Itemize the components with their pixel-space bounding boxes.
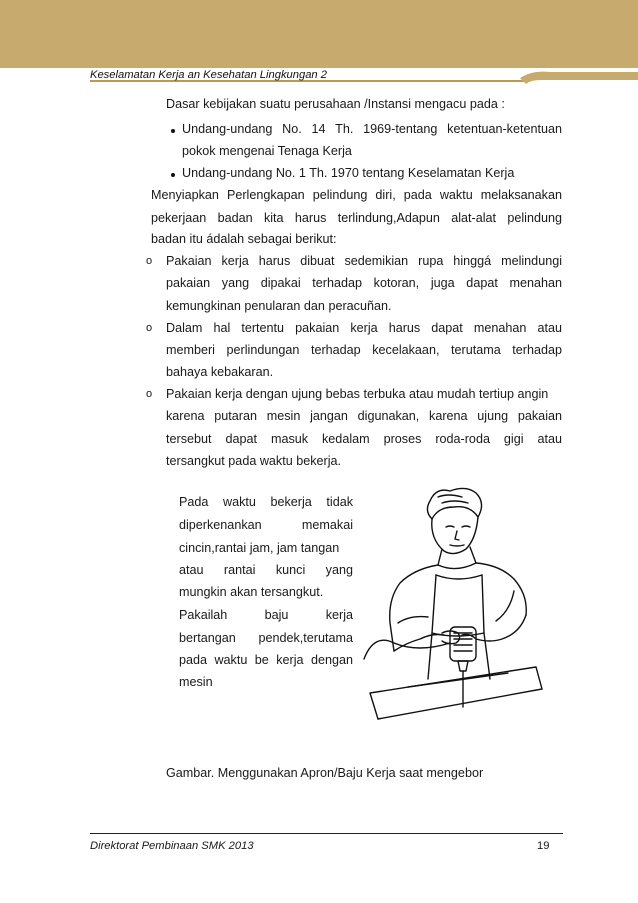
note-1-line-4: atau rantai kunci yang [179,563,353,577]
worker-drilling-illustration [358,483,546,723]
list-item-2-line-1: Dalam hal tertentu pakaian kerja harus dapat menahan atau [166,321,562,335]
bullet-dot [171,173,175,177]
circle-bullet-icon: o [146,255,153,267]
note-1-line-2: diperkenankan memakai [179,518,353,532]
note-2-line-3: pada waktu be kerja dengan [179,653,353,667]
note-1-line-5: mungkin akan tersangkut. [179,585,324,599]
list-item-2-line-3: bahaya kebakaran. [166,365,274,379]
note-2-line-2: bertangan pendek,terutama [179,631,353,645]
list-item-2-line-2: memberi perlindungan terhadap kecelakaan, terutama terhadap [166,343,562,357]
circle-bullet-icon: o [146,388,153,400]
figure-caption: Gambar. Menggunakan Apron/Baju Kerja saat mengebor [166,766,484,780]
note-2-line-1: Pakailah baju kerja [179,608,353,622]
list-item-3-line-2: karena putaran mesin jangan digunakan, karena ujung pakaian [166,409,562,423]
list-item-3-line-4: tersangkut pada waktu bekerja. [166,454,342,468]
paragraph-line-2: pekerjaan badan kita harus terlindung,Adapun alat-alat pelindung [151,211,562,225]
list-item-3-line-1: Pakaian kerja dengan ujung bebas terbuka atau mudah tertiup angin [166,387,549,401]
list-item-1-line-1: Pakaian kerja harus dibuat sedemikian rupa hinggá melindungi [166,254,562,268]
intro-bullet-2: Undang-undang No. 1 Th. 1970 tentang Keselamatan Kerja [182,166,515,180]
paragraph-line-3: badan itu ádalah sebagai berikut: [151,232,337,246]
list-item-1-line-2: pakaian yang dipakai terhadap kotoran, juga dapat menahan [166,276,562,290]
running-header: Keselamatan Kerja an Kesehatan Lingkungan 2 [90,69,327,81]
list-item-1-line-3: kemungkinan penularan dan peracuñan. [166,299,392,313]
list-item-3-line-3: tersebut dapat masuk kedalam proses roda-roda gigi atau [166,432,562,446]
circle-bullet-icon: o [146,322,153,334]
intro-bullet-1-line-1: Undang-undang No. 14 Th. 1969-tentang ketentuan-ketentuan [182,122,562,136]
note-1-line-1: Pada waktu bekerja tidak [179,495,353,509]
bullet-dot [171,129,175,133]
footer-rule [90,833,563,834]
footer-publisher: Direktorat Pembinaan SMK 2013 [90,840,254,852]
note-2-line-4: mesin [179,675,213,689]
note-1-line-3: cincin,rantai jam, jam tangan [179,541,340,555]
intro-lead: Dasar kebijakan suatu perusahaan /Instansi mengacu pada : [166,97,505,111]
header-band [0,0,638,68]
header-swoosh-decoration [520,66,638,86]
page-number: 19 [537,840,550,852]
paragraph-line-1: Menyiapkan Perlengkapan pelindung diri, pada waktu melaksanakan [151,188,562,202]
intro-bullet-1-line-2: pokok mengenai Tenaga Kerja [182,144,352,158]
